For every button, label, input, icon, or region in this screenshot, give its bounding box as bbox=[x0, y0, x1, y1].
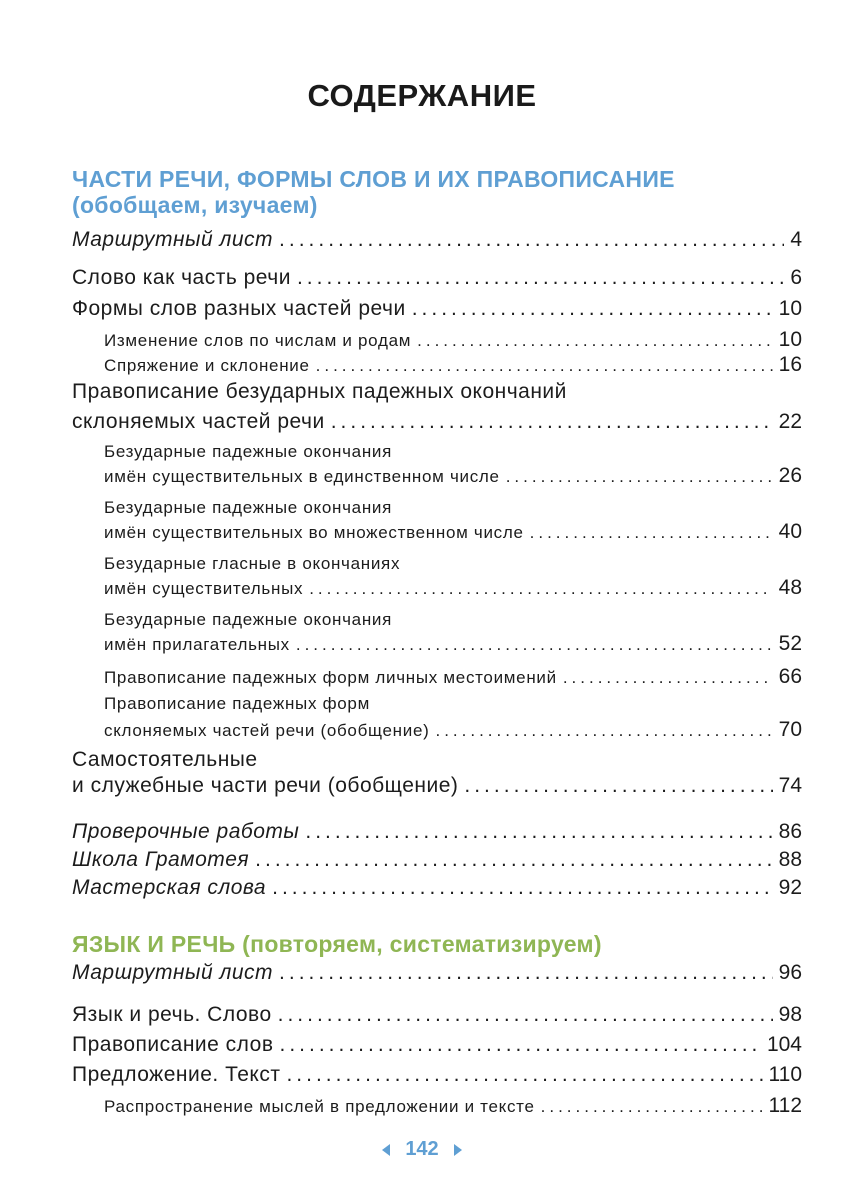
dot-leader bbox=[541, 1097, 763, 1117]
toc-entry-text: имён существительных во множественном числе bbox=[104, 523, 524, 542]
section-heading-language-speech: ЯЗЫК И РЕЧЬ (повторяем, систематизируем) bbox=[72, 931, 602, 957]
footer-page-number: 142 bbox=[405, 1138, 439, 1160]
dot-leader bbox=[280, 1033, 761, 1057]
toc-entry-line1: Правописание падежных форм bbox=[104, 694, 370, 713]
toc-entry-route-sheet-1[interactable] bbox=[72, 228, 802, 252]
dot-leader bbox=[417, 331, 773, 351]
toc-page-number: 40 bbox=[778, 520, 802, 543]
toc-entry-text: Формы слов разных частей речи bbox=[72, 297, 406, 320]
dot-leader bbox=[286, 1063, 762, 1087]
toc-entry-text: имён существительных bbox=[104, 579, 304, 598]
toc-entry-line1: Безударные гласные в окончаниях bbox=[104, 554, 401, 573]
dot-leader bbox=[305, 820, 772, 844]
dot-leader bbox=[255, 848, 772, 872]
toc-page-number: 98 bbox=[778, 1003, 802, 1026]
toc-entry-line1: Правописание безударных падежных окончаний bbox=[72, 380, 567, 403]
toc-entry-route-sheet-2[interactable] bbox=[72, 961, 802, 985]
dot-leader bbox=[464, 774, 772, 798]
toc-entry-text: Школа Грамотея bbox=[72, 848, 250, 871]
toc-entry-gramotey-school[interactable] bbox=[72, 848, 802, 872]
toc-page-number: 16 bbox=[778, 353, 802, 376]
toc-entry-conjugation-declension[interactable] bbox=[104, 353, 802, 377]
toc-page-number: 86 bbox=[778, 820, 802, 843]
dot-leader bbox=[279, 228, 784, 252]
toc-entry-nouns-singular[interactable] bbox=[104, 442, 802, 488]
toc-entry-text: Предложение. Текст bbox=[72, 1063, 281, 1086]
toc-page-number: 112 bbox=[768, 1094, 802, 1117]
next-page-arrow-icon[interactable] bbox=[454, 1144, 462, 1156]
toc-page-number: 4 bbox=[790, 228, 802, 251]
toc-entry-text: Распространение мыслей в предложении и тексте bbox=[104, 1097, 535, 1116]
dot-leader bbox=[435, 721, 772, 741]
section-heading-parts-of-speech bbox=[72, 166, 675, 218]
toc-page-number: 66 bbox=[778, 665, 802, 688]
prev-page-arrow-icon[interactable] bbox=[382, 1144, 390, 1156]
toc-entry-line1: Безударные падежные окончания bbox=[104, 442, 393, 461]
toc-entry-unstressed-vowels-nouns[interactable] bbox=[104, 554, 802, 600]
dot-leader bbox=[309, 579, 772, 599]
toc-entry-text: Мастерская слова bbox=[72, 876, 267, 899]
toc-page-number: 22 bbox=[778, 410, 802, 433]
dot-leader bbox=[412, 297, 773, 321]
toc-entry-text: склоняемых частей речи (обобщение) bbox=[104, 721, 430, 740]
toc-page-number: 52 bbox=[778, 632, 802, 655]
toc-entry-unstressed-endings[interactable] bbox=[72, 380, 802, 434]
section-heading-line2: (обобщаем, изучаем) bbox=[72, 192, 318, 218]
toc-entry-text: Спряжение и склонение bbox=[104, 356, 310, 375]
toc-page-number: 10 bbox=[778, 297, 802, 320]
toc-entry-line1: Самостоятельные bbox=[72, 748, 258, 771]
dot-leader bbox=[296, 635, 773, 655]
toc-entry-pronoun-forms[interactable] bbox=[104, 665, 802, 689]
toc-page-number: 104 bbox=[766, 1033, 802, 1056]
toc-entry-word-workshop[interactable] bbox=[72, 876, 802, 900]
toc-entry-text: Маршрутный лист bbox=[72, 228, 274, 251]
dot-leader bbox=[563, 668, 773, 688]
dot-leader bbox=[278, 1003, 773, 1027]
dot-leader bbox=[272, 876, 773, 900]
toc-entry-text: Правописание падежных форм личных местоимений bbox=[104, 668, 557, 687]
toc-entry-line1: Безударные падежные окончания bbox=[104, 498, 393, 517]
dot-leader bbox=[530, 523, 773, 543]
toc-entry-line1: Безударные падежные окончания bbox=[104, 610, 393, 629]
toc-page-number: 70 bbox=[778, 718, 802, 741]
dot-leader bbox=[331, 410, 773, 434]
toc-page-number: 26 bbox=[778, 464, 802, 487]
toc-entry-adjective-endings[interactable] bbox=[104, 610, 802, 656]
toc-entry-independent-service-parts[interactable] bbox=[72, 748, 802, 798]
toc-entry-text: имён существительных в единственном числе bbox=[104, 467, 500, 486]
toc-entry-text: Маршрутный лист bbox=[72, 961, 274, 984]
toc-entry-word-forms[interactable] bbox=[72, 297, 802, 321]
toc-page-number: 88 bbox=[778, 848, 802, 871]
toc-entry-number-gender[interactable] bbox=[104, 328, 802, 352]
dot-leader bbox=[297, 266, 784, 290]
toc-page-number: 92 bbox=[778, 876, 802, 899]
toc-entry-text: склоняемых частей речи bbox=[72, 410, 325, 433]
dot-leader bbox=[506, 467, 773, 487]
toc-entry-tests[interactable] bbox=[72, 820, 802, 844]
section-heading-line1: ЧАСТИ РЕЧИ, ФОРМЫ СЛОВ И ИХ ПРАВОПИСАНИЕ bbox=[72, 166, 675, 192]
toc-entry-text: Проверочные работы bbox=[72, 820, 300, 843]
page-footer bbox=[0, 1138, 844, 1161]
toc-entry-text: Язык и речь. Слово bbox=[72, 1003, 272, 1026]
toc-entry-text: Правописание слов bbox=[72, 1033, 274, 1056]
toc-entry-spelling[interactable] bbox=[72, 1033, 802, 1057]
toc-entry-language-word[interactable] bbox=[72, 1003, 802, 1027]
toc-entry-spreading-thoughts[interactable] bbox=[104, 1094, 802, 1118]
toc-page-number: 110 bbox=[768, 1063, 802, 1086]
toc-page-number: 48 bbox=[778, 576, 802, 599]
dot-leader bbox=[316, 356, 773, 376]
toc-page-number: 74 bbox=[778, 774, 802, 797]
toc-page-number: 96 bbox=[778, 961, 802, 984]
toc-entry-nouns-plural[interactable] bbox=[104, 498, 802, 544]
toc-entry-sentence-text[interactable] bbox=[72, 1063, 802, 1087]
toc-entry-word-as-part-of-speech[interactable] bbox=[72, 266, 802, 290]
toc-entry-text: Изменение слов по числам и родам bbox=[104, 331, 412, 350]
toc-page-number: 10 bbox=[778, 328, 802, 351]
page-title: СОДЕРЖАНИЕ bbox=[307, 78, 537, 113]
toc-page-number: 6 bbox=[790, 266, 802, 289]
toc-entry-text: и служебные части речи (обобщение) bbox=[72, 774, 459, 797]
dot-leader bbox=[279, 961, 773, 985]
toc-entry-text: Слово как часть речи bbox=[72, 266, 291, 289]
toc-entry-text: имён прилагательных bbox=[104, 635, 290, 654]
toc-entry-declinable-forms-summary[interactable] bbox=[104, 694, 802, 742]
